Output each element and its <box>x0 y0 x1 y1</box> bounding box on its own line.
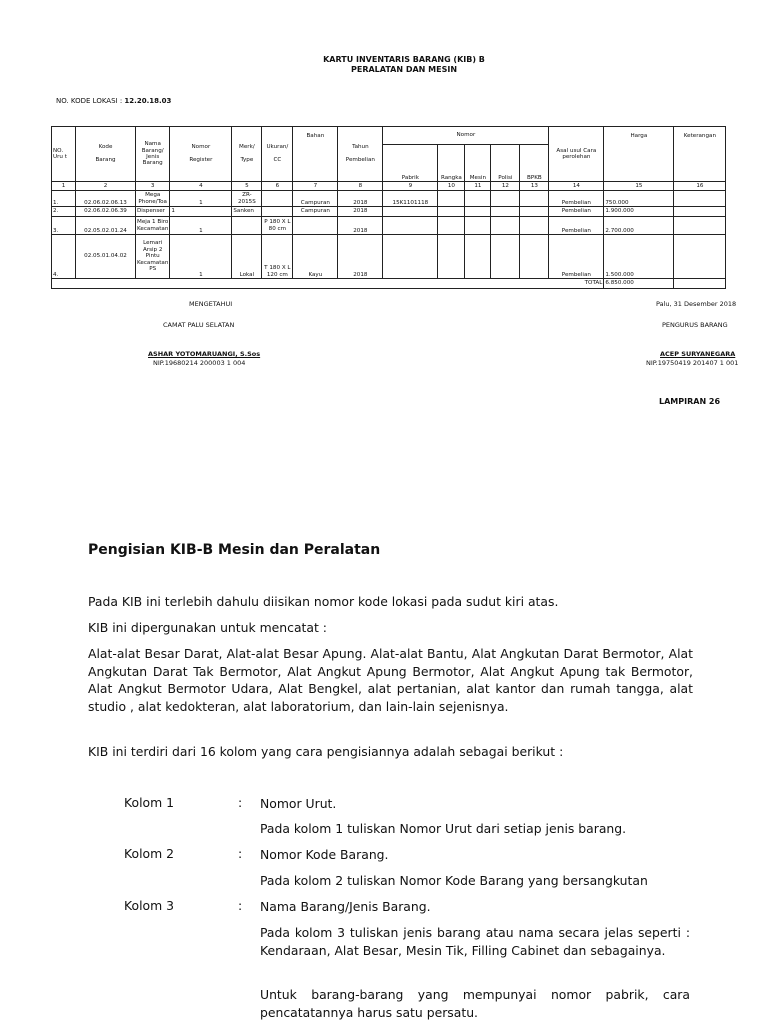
kolom-3-label: Kolom 3 <box>124 898 175 913</box>
cell-mesin <box>465 235 491 279</box>
cell-register: 1 <box>170 235 232 279</box>
guide-paragraph-1: Pada KIB ini terlebih dahulu diisikan nomor kode lokasi pada sudut kiri atas. <box>88 594 559 609</box>
kolom-2-title: Nomor Kode Barang. <box>260 847 389 862</box>
col-number: 9 <box>383 182 438 191</box>
col-number: 11 <box>465 182 491 191</box>
col-number: 5 <box>232 182 262 191</box>
col-number: 6 <box>262 182 293 191</box>
total-label: TOTAL <box>549 279 604 289</box>
header-ukuran: Ukuran/ CC <box>262 127 293 182</box>
total-value: 6.850.000 <box>604 279 674 289</box>
table-row <box>52 207 726 217</box>
cell-no: 1. <box>52 191 76 207</box>
header-asal-usul: Asal usul Cara perolehan <box>549 127 604 182</box>
cell-no: 4. <box>52 235 76 279</box>
kode-lokasi-label: NO. KODE LOKASI : <box>56 97 123 105</box>
cell-bpkb <box>520 235 549 279</box>
sig-left-nip: NIP.19680214 200003 1 004 <box>153 359 246 367</box>
header-polisi: Polisi <box>491 145 520 182</box>
cell-pabrik <box>383 235 438 279</box>
header-merk: Merk/ Type <box>232 127 262 182</box>
cell-pabrik: 15K1101118 <box>383 191 438 207</box>
cell-nama: Lemari Arsip 2 Pintu Kecamatan PS <box>136 235 170 279</box>
sig-right-date: Palu, 31 Desember 2018 <box>656 300 737 308</box>
cell-nama: Dispenser <box>136 207 170 217</box>
header-no: NO. Uru t <box>52 127 76 182</box>
col-number: 16 <box>674 182 726 191</box>
cell-ukuran: P 180 X L 80 cm <box>262 217 293 235</box>
guide-heading: Pengisian KIB-B Mesin dan Peralatan <box>88 542 381 558</box>
header-bpkb: BPKB <box>520 145 549 182</box>
cell-polisi <box>491 207 520 217</box>
header-nomor-group: Nomor <box>383 127 549 145</box>
kolom-1-colon: : <box>238 795 243 810</box>
cell-asal: Pembelian <box>549 191 604 207</box>
cell-bahan <box>293 217 338 235</box>
kib-table <box>51 126 726 289</box>
cell-bpkb <box>520 207 549 217</box>
kolom-3-desc: Pada kolom 3 tuliskan jenis barang atau nama secara jelas seperti : Kendaraan, Alat Besar, Mesin Tik, Filling Cabinet dan sebagainya. <box>260 925 690 958</box>
cell-bahan: Campuran <box>293 191 338 207</box>
table-row <box>52 217 726 235</box>
cell-harga: 2.700.000 <box>604 217 674 235</box>
cell-nama: Mega Phone/Toa <box>136 191 170 207</box>
lampiran-label: LAMPIRAN 26 <box>659 397 721 406</box>
kolom-1-label: Kolom 1 <box>124 795 175 810</box>
document-title: KARTU INVENTARIS BARANG (KIB) B <box>323 55 485 64</box>
cell-bahan: Campuran <box>293 207 338 217</box>
cell-kode: 02.06.02.06.39 <box>76 207 136 217</box>
sig-right-nip: NIP.19750419 201407 1 001 <box>646 359 739 367</box>
kolom-3-desc-2: Untuk barang-barang yang mempunyai nomor pabrik, cara pencatatannya harus satu persatu. <box>260 987 690 1020</box>
cell-polisi <box>491 217 520 235</box>
cell-keterangan <box>674 207 726 217</box>
kolom-1-title: Nomor Urut. <box>260 796 337 811</box>
cell-tahun: 2018 <box>338 217 383 235</box>
col-number: 14 <box>549 182 604 191</box>
cell-mesin <box>465 191 491 207</box>
cell-tahun: 2018 <box>338 207 383 217</box>
cell-asal: Pembelian <box>549 217 604 235</box>
kolom-3-colon: : <box>238 898 243 913</box>
cell-mesin <box>465 207 491 217</box>
cell-polisi <box>491 235 520 279</box>
sig-left-name: ASHAR YOTOMARUANGI, S.Sos <box>148 350 261 358</box>
sig-left-role: CAMAT PALU SELATAN <box>163 321 235 329</box>
col-number: 4 <box>170 182 232 191</box>
total-row <box>52 279 726 289</box>
cell-harga: 1.500.000 <box>604 235 674 279</box>
guide-paragraph-3: Alat-alat Besar Darat, Alat-alat Besar Apung. Alat-alat Bantu, Alat Angkutan Darat Bermotor, Alat Angkutan Darat Tak Bermotor, Alat Angkut Apung Bermotor, Alat Angkut Apung tak Bermotor, Alat Angkut Bermotor Udara, Alat Bengkel, alat pertanian, alat kantor dan rumah tangga, alat studio , alat kedokteran, alat laboratorium, dan lain-lain sejenisnya. <box>88 646 693 714</box>
cell-bahan: Kayu <box>293 235 338 279</box>
kolom-2-label: Kolom 2 <box>124 846 175 861</box>
kode-lokasi-value: 12.20.18.03 <box>124 97 172 105</box>
col-number: 13 <box>520 182 549 191</box>
header-pabrik: Pabrik <box>383 145 438 182</box>
cell-merk <box>232 217 262 235</box>
cell-asal: Pembelian <box>549 235 604 279</box>
cell-no: 3. <box>52 217 76 235</box>
cell-bpkb <box>520 191 549 207</box>
cell-polisi <box>491 191 520 207</box>
cell-nama: Meja 1 Biro Kecamatan <box>136 217 170 235</box>
header-kode: Kode Barang <box>76 127 136 182</box>
sig-right-name: ACEP SURYANEGARA <box>660 350 736 358</box>
col-number: 3 <box>136 182 170 191</box>
cell-no: 2. <box>52 207 76 217</box>
cell-pabrik <box>383 207 438 217</box>
table-row <box>52 191 726 207</box>
col-number: 8 <box>338 182 383 191</box>
col-number: 2 <box>76 182 136 191</box>
cell-rangka <box>438 207 465 217</box>
cell-tahun: 2018 <box>338 235 383 279</box>
kolom-2-desc: Pada kolom 2 tuliskan Nomor Kode Barang yang bersangkutan <box>260 873 648 888</box>
cell-rangka <box>438 217 465 235</box>
header-tahun: Tahun Pembelian <box>338 127 383 182</box>
cell-kode: 02.05.01.04.02 <box>76 235 136 279</box>
cell-rangka <box>438 235 465 279</box>
cell-ukuran: T 180 X L 120 cm <box>262 235 293 279</box>
cell-keterangan <box>674 191 726 207</box>
table-row <box>52 235 726 279</box>
document-subtitle: PERALATAN DAN MESIN <box>350 65 458 74</box>
col-number: 10 <box>438 182 465 191</box>
cell-ukuran <box>262 191 293 207</box>
cell-asal: Pembelian <box>549 207 604 217</box>
cell-mesin <box>465 217 491 235</box>
cell-merk: Sanken <box>232 207 262 217</box>
col-number: 7 <box>293 182 338 191</box>
cell-keterangan <box>674 217 726 235</box>
cell-register: 1 <box>170 207 232 217</box>
cell-rangka <box>438 191 465 207</box>
col-number: 1 <box>52 182 76 191</box>
header-keterangan: Keterangan <box>674 127 726 182</box>
header-nomor-register: Nomor Register <box>170 127 232 182</box>
cell-bpkb <box>520 217 549 235</box>
sig-left-label: MENGETAHUI <box>189 300 233 308</box>
cell-harga: 750.000 <box>604 191 674 207</box>
kolom-2-colon: : <box>238 846 243 861</box>
sig-right-role: PENGURUS BARANG <box>662 321 728 329</box>
cell-kode: 02.05.02.01.24 <box>76 217 136 235</box>
cell-keterangan <box>674 235 726 279</box>
cell-ukuran <box>262 207 293 217</box>
cell-kode: 02.06.02.06.13 <box>76 191 136 207</box>
col-number: 15 <box>604 182 674 191</box>
header-harga: Harga <box>604 127 674 182</box>
cell-tahun: 2018 <box>338 191 383 207</box>
cell-pabrik <box>383 217 438 235</box>
header-mesin: Mesin <box>465 145 491 182</box>
kolom-3-title: Nama Barang/Jenis Barang. <box>260 899 431 914</box>
cell-merk: ZR-2015S <box>232 191 262 207</box>
cell-merk: Lokal <box>232 235 262 279</box>
guide-paragraph-2: KIB ini dipergunakan untuk mencatat : <box>88 620 327 635</box>
header-bahan: Bahan <box>293 127 338 182</box>
guide-paragraph-4: KIB ini terdiri dari 16 kolom yang cara pengisiannya adalah sebagai berikut : <box>88 744 564 759</box>
header-nama: Nama Barang/ Jenis Barang <box>136 127 170 182</box>
cell-register: 1 <box>170 217 232 235</box>
header-rangka: Rangka <box>438 145 465 182</box>
cell-harga: 1.900.000 <box>604 207 674 217</box>
col-number: 12 <box>491 182 520 191</box>
kode-lokasi <box>56 97 171 105</box>
kolom-1-desc: Pada kolom 1 tuliskan Nomor Urut dari setiap jenis barang. <box>260 821 627 836</box>
cell-register: 1 <box>170 191 232 207</box>
